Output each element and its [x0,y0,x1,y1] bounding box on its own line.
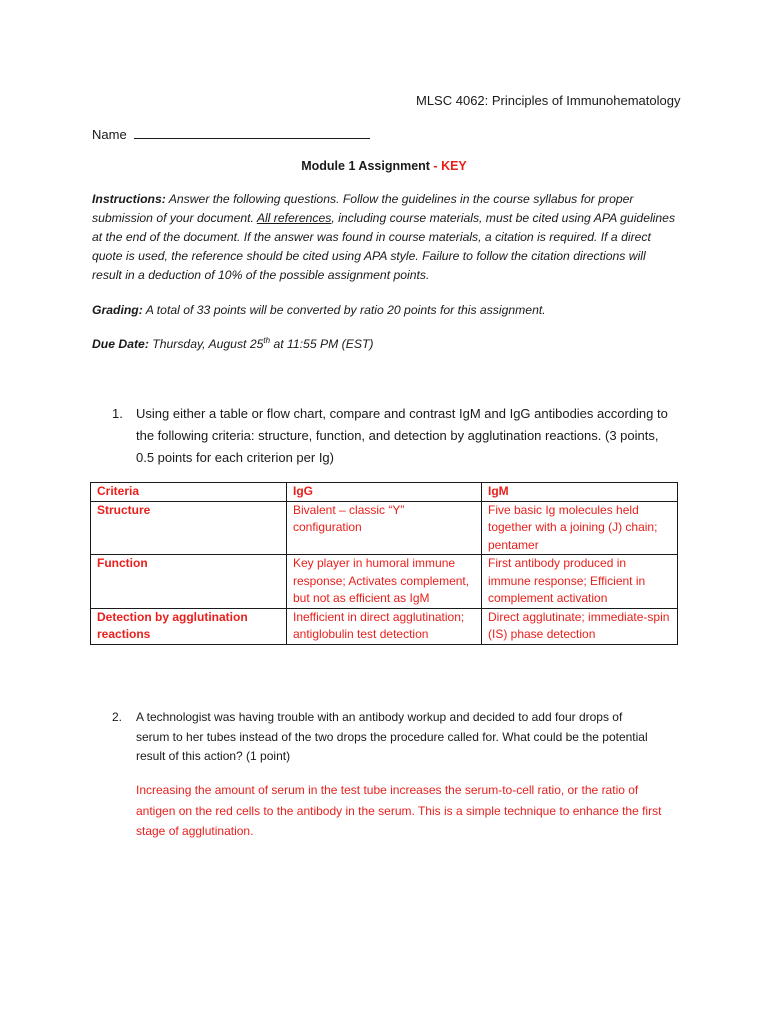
table-row [91,555,678,609]
table-cell: Detection by agglutination reactions [91,608,287,644]
table-cell: Direct agglutinate; immediate-spin (IS) phase detection [482,608,678,644]
table-header-cell: IgM [482,483,678,502]
title-separator: - [429,159,442,173]
table-row [91,608,678,644]
table-header-row [91,483,678,502]
instructions-lead: Instructions: [92,192,166,206]
course-title: MLSC 4062: Principles of Immunohematology [416,93,681,108]
instructions-paragraph [92,190,678,285]
grading-paragraph [92,303,546,317]
question-1 [112,403,672,469]
assignment-title [0,159,768,173]
due-date-paragraph [92,337,373,351]
instructions-text-1: Answer the following questions. Follow the guidelines in the course syllabus for proper submission of your document. [92,192,634,225]
due-date-suffix: th [263,335,271,345]
question-2-text: A technologist was having trouble with an antibody workup and decided to add four drops of serum to her tubes instead of the two drops the procedure called for. What could be the potential result of this action? (1 point) [136,710,648,763]
comparison-table [90,482,678,645]
table-cell: Structure [91,501,287,555]
question-1-text: Using either a table or flow chart, compare and contrast IgM and IgG antibodies according to the following criteria: structure, function, and detection by agglutination reactions. (3 points, 0.5 points for each criterion per Ig) [136,406,668,465]
name-field [92,126,370,142]
table-cell: Bivalent – classic “Y” configuration [287,501,482,555]
table-cell: First antibody produced in immune response; Efficient in complement activation [482,555,678,609]
question-2-number: 2. [112,710,123,724]
assignment-title-main: Module 1 Assignment [301,159,430,173]
key-label: KEY [441,159,467,173]
due-date-text: Thursday, August 25 [148,337,264,351]
question-2-answer: Increasing the amount of serum in the test tube increases the serum-to-cell ratio, or the ratio of antigen on the red cells to the antibody in the serum. This is a simple technique to enhance the first stage of agglutination. [136,783,662,838]
instructions-underlined: All references [256,211,332,225]
name-blank-line [134,126,370,139]
question-1-number: 1. [112,406,123,421]
name-label: Name [92,127,127,142]
table-cell: Five basic Ig molecules held together with a joining (J) chain; pentamer [482,501,678,555]
instructions-text-2: , including course materials, must be cited using APA guidelines at the end of the document. If the answer was found in course materials, a citation is required. If a direct quote is used, the reference should be cited using APA style. Failure to follow the citation directions will result in a deduction of 10% of the possible assignment points. [92,211,676,282]
table-header-cell: IgG [287,483,482,502]
grading-lead: Grading: [92,303,143,317]
table-header-cell: Criteria [91,483,287,502]
question-2 [112,708,652,767]
table-cell: Function [91,555,287,609]
table-row [91,501,678,555]
due-date-lead: Due Date: [92,337,149,351]
grading-text: A total of 33 points will be converted by ratio 20 points for this assignment. [142,303,546,317]
due-date-time: at 11:55 PM (EST) [270,337,374,351]
table-cell: Key player in humoral immune response; Activates complement, but not as efficient as IgM [287,555,482,609]
table-cell: Inefficient in direct agglutination; antiglobulin test detection [287,608,482,644]
